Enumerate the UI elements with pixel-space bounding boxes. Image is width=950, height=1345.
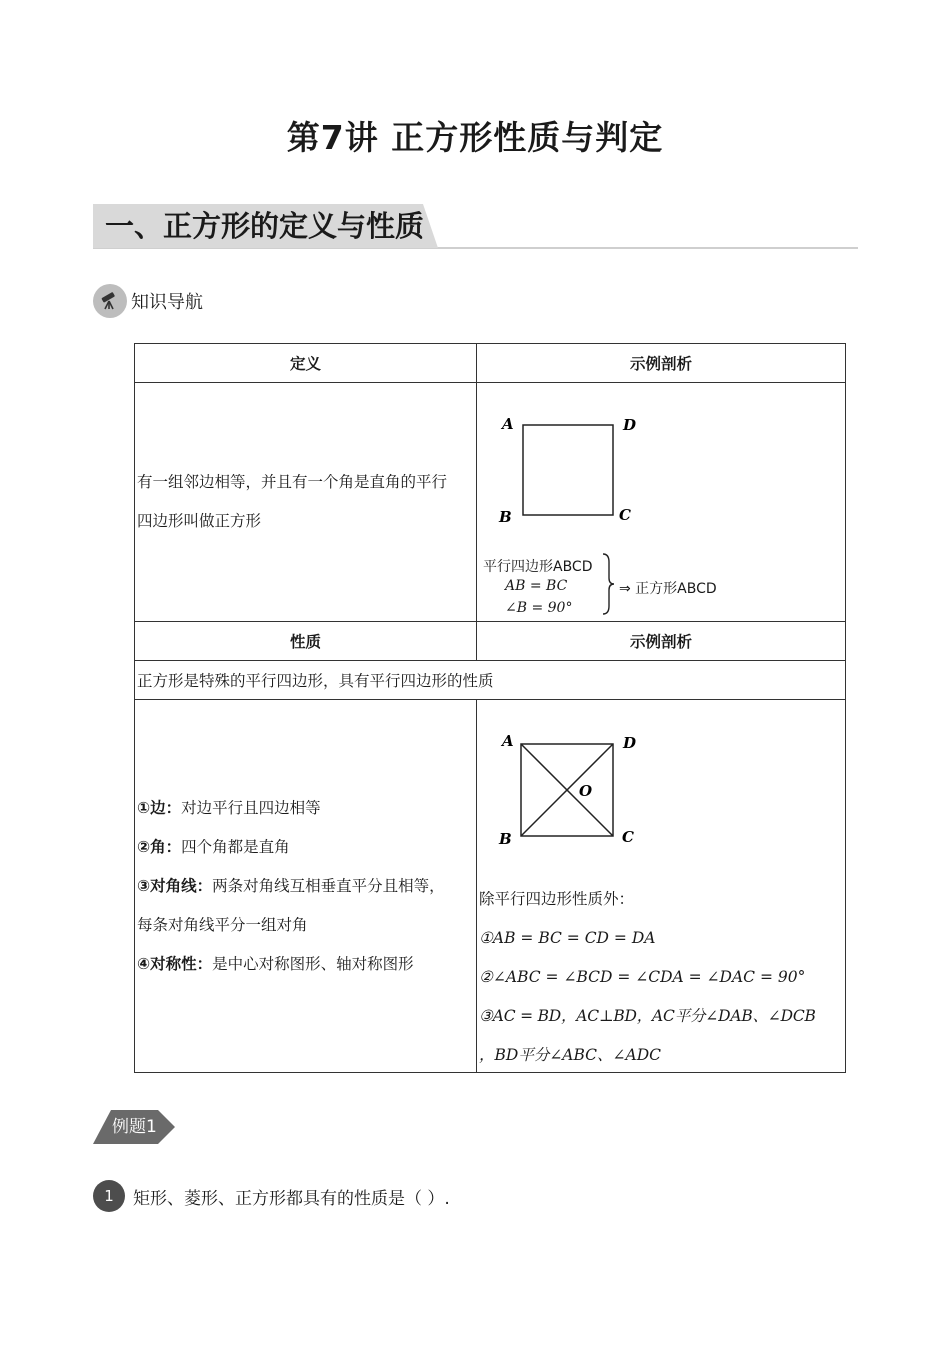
header-property: 性质 bbox=[135, 622, 477, 661]
intro-cell: 正方形是特殊的平行四边形，具有平行四边形的性质 bbox=[135, 661, 846, 700]
property-text: 两条对角线互相垂直平分且相等， bbox=[212, 876, 445, 895]
detail-diagonals-cont: ，BD平分∠ABC、∠ADC bbox=[479, 1046, 662, 1064]
property-diagonal-cont: 每条对角线平分一组对角 bbox=[137, 915, 308, 934]
question-number: 1 bbox=[93, 1180, 125, 1212]
page-title: 第7讲 正方形性质与判定 bbox=[286, 118, 664, 157]
property-text: 四个角都是直角 bbox=[181, 837, 290, 856]
condition-1: 平行四边形ABCD bbox=[483, 559, 593, 575]
detail-intro: 除平行四边形性质外： bbox=[479, 890, 635, 908]
header-example-2: 示例剖析 bbox=[477, 622, 846, 661]
label-d: D bbox=[623, 416, 637, 434]
condition-2: AB = BC bbox=[505, 578, 568, 594]
detail-diagonals: ③AC = BD，AC⊥BD，AC平分∠DAB、∠DCB bbox=[479, 1007, 816, 1025]
knowledge-nav bbox=[93, 284, 203, 318]
label-b: B bbox=[499, 508, 512, 526]
section-heading: 一、正方形的定义与性质 bbox=[105, 209, 425, 243]
brace-icon bbox=[601, 552, 615, 616]
condition-3: ∠B = 90° bbox=[505, 600, 573, 616]
property-diagonal bbox=[137, 867, 474, 906]
telescope-icon bbox=[93, 284, 127, 318]
nav-label: 知识导航 bbox=[131, 292, 203, 313]
property-list-cell bbox=[135, 700, 477, 1073]
header-definition: 定义 bbox=[135, 344, 477, 383]
label-d: D bbox=[623, 734, 637, 752]
definition-cell bbox=[135, 383, 477, 622]
example-tag-label: 例题1 bbox=[112, 1117, 157, 1137]
definition-row bbox=[135, 383, 846, 622]
property-symmetry bbox=[137, 945, 474, 984]
label-c: C bbox=[619, 506, 631, 524]
label-o: O bbox=[579, 782, 593, 800]
property-text: 对边平行且四边相等 bbox=[181, 798, 321, 817]
definition-line-1: 有一组邻边相等，并且有一个角是直角的平行 bbox=[137, 473, 448, 491]
property-key: ①边： bbox=[137, 798, 182, 817]
label-a: A bbox=[502, 415, 514, 433]
label-a: A bbox=[502, 732, 514, 750]
intro-row bbox=[135, 661, 846, 700]
question-text: 矩形、菱形、正方形都具有的性质是（ ）. bbox=[133, 1188, 450, 1209]
detail-sides: ①AB = BC = CD = DA bbox=[479, 929, 656, 947]
conclusion: ⇒ 正方形ABCD bbox=[619, 581, 717, 597]
property-angle bbox=[137, 828, 474, 867]
property-key: ②角： bbox=[137, 837, 182, 856]
example-tag bbox=[93, 1110, 175, 1144]
property-text: 是中心对称图形、轴对称图形 bbox=[212, 954, 414, 973]
label-c: C bbox=[622, 828, 634, 846]
property-row bbox=[135, 700, 846, 1073]
detail-angles: ②∠ABC = ∠BCD = ∠CDA = ∠DAC = 90° bbox=[479, 968, 806, 986]
header-example: 示例剖析 bbox=[477, 344, 846, 383]
question-1 bbox=[93, 1180, 450, 1212]
definition-example-cell bbox=[477, 383, 846, 622]
label-b: B bbox=[499, 830, 512, 848]
table-header-row bbox=[135, 344, 846, 383]
square-shape bbox=[523, 425, 613, 515]
knowledge-table bbox=[134, 343, 846, 1073]
property-key: ④对称性： bbox=[137, 954, 213, 973]
property-side bbox=[137, 789, 474, 828]
property-key: ③对角线： bbox=[137, 876, 213, 895]
property-header-row bbox=[135, 622, 846, 661]
square-diagonal-figure bbox=[477, 700, 837, 860]
square-figure bbox=[477, 383, 837, 543]
property-example-cell bbox=[477, 700, 846, 1073]
definition-line-2: 四边形叫做正方形 bbox=[137, 512, 262, 530]
section-header bbox=[93, 204, 858, 250]
property-details bbox=[479, 880, 816, 1075]
